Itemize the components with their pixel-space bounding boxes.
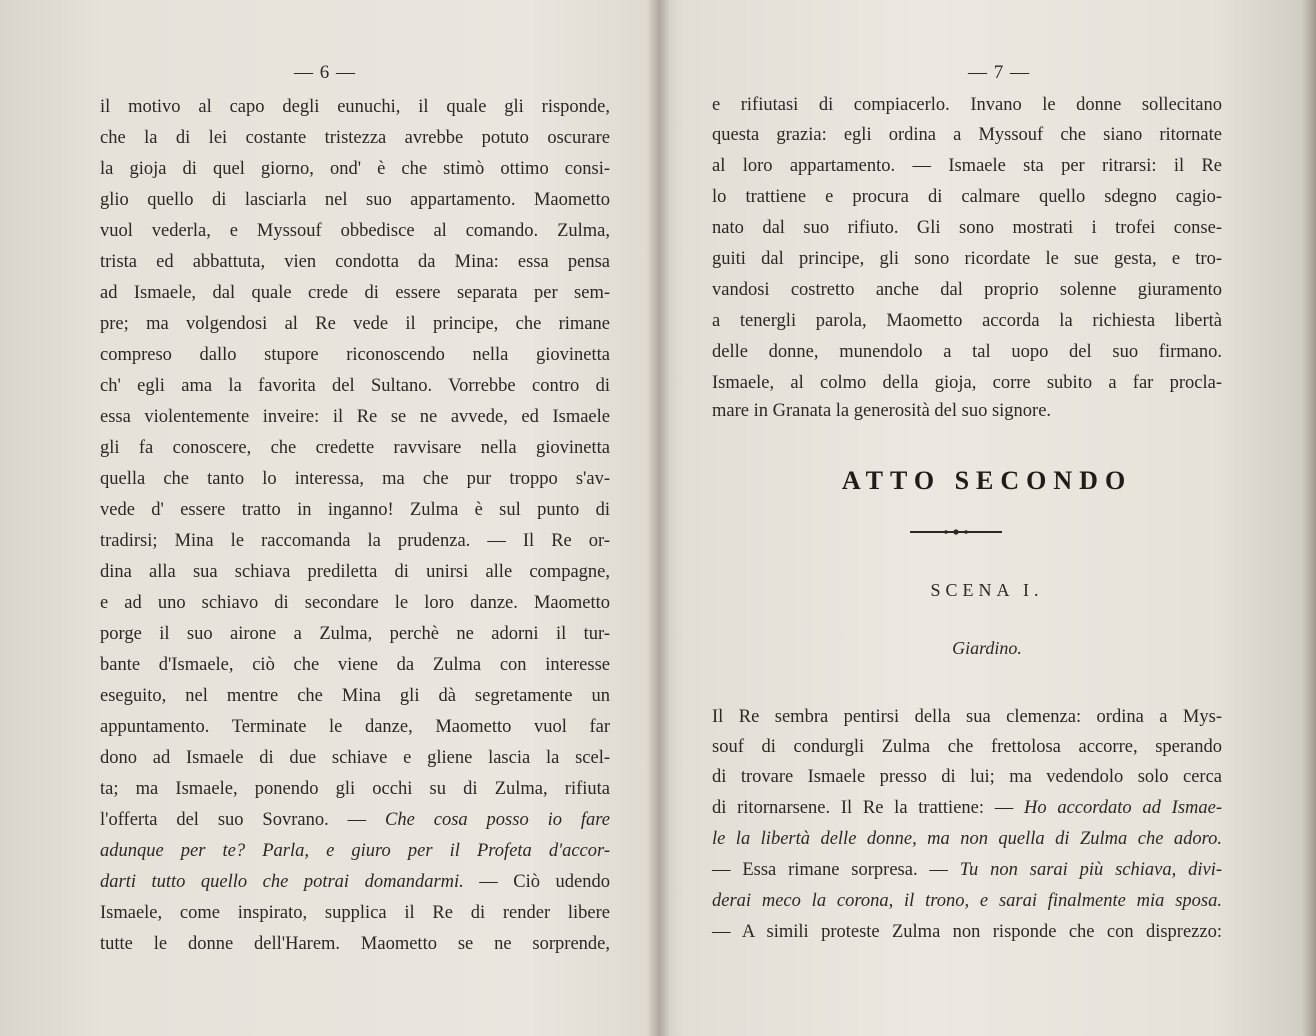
text-roman: l'offerta del suo Sovrano. — (100, 810, 386, 830)
text-line (712, 795, 1222, 821)
text-italic: Tu non sarai più schiava, divi- (959, 860, 1222, 880)
text-line: vuol vederla, e Myssouf obbedisce al comando. Zulma, (100, 221, 610, 241)
text-line: trista ed abbattuta, vien condotta da Mina: essa pensa (100, 252, 610, 272)
ornament-rule (910, 529, 1002, 535)
text-line: e ad uno schiavo di secondare le loro danze. Maometto (100, 593, 610, 613)
text-line (712, 888, 1222, 914)
text-line: la gioja di quel giorno, ond' è che stimò ottimo consi- (100, 159, 610, 179)
text-line: delle donne, munendolo a tal uopo del suo firmano. (712, 342, 1222, 362)
text-line: questa grazia: egli ordina a Myssouf che siano ritornate (712, 125, 1222, 145)
text-italic: derai meco la corona, il trono, e sarai finalmente mia sposa. (712, 891, 1222, 911)
text-line (100, 869, 610, 895)
text-line: Il Re sembra pentirsi della sua clemenza: ordina a Mys- (712, 707, 1222, 727)
text-line: eseguito, nel mentre che Mina gli dà segretamente un (100, 686, 610, 706)
text-line: vandosi costretto anche dal proprio solenne giuramento (712, 280, 1222, 300)
text-line: essa violentemente inveire: il Re se ne avvede, ed Ismaele (100, 407, 610, 427)
text-line: di trovare Ismaele presso di lui; ma vedendolo solo cerca (712, 767, 1222, 787)
right-page (658, 0, 1316, 1036)
page-edge-shadow (1302, 0, 1316, 1036)
text-roman: di ritornarsene. Il Re la trattiene: — (712, 798, 1024, 818)
text-line: tradirsi; Mina le raccomanda la prudenza. — Il Re or- (100, 531, 610, 551)
text-line (712, 857, 1222, 883)
text-line (712, 826, 1222, 852)
text-line: quella che tanto lo interessa, ma che pur troppo s'av- (100, 469, 610, 489)
text-line: appuntamento. Terminate le danze, Maometto vuol far (100, 717, 610, 737)
text-line: souf di condurgli Zulma che frettolosa accorre, sperando (712, 737, 1222, 757)
text-line: mare in Granata la generosità del suo signore. (712, 401, 1052, 421)
text-line: bante d'Ismaele, ciò che viene da Zulma con interesse (100, 655, 610, 675)
text-line: ad Ismaele, dal quale crede di essere separata per sem- (100, 283, 610, 303)
page-number: — 6 — (294, 62, 356, 83)
act-heading: ATTO SECONDO (841, 466, 1133, 495)
text-line: Ismaele, al colmo della gioja, corre subito a far procla- (712, 373, 1222, 393)
text-line: al loro appartamento. — Ismaele sta per ritrarsi: il Re (712, 156, 1222, 176)
text-line: glio quello di lasciarla nel suo appartamento. Maometto (100, 190, 610, 210)
text-italic: Che cosa posso io fare (385, 810, 610, 830)
text-line: guiti dal principe, gli sono ricordate le sue gesta, e tro- (712, 249, 1222, 269)
scene-heading: SCENA I. (930, 580, 1044, 600)
text-line (100, 807, 610, 833)
text-line: nato dal suo rifiuto. Gli sono mostrati i trofei conse- (712, 218, 1222, 238)
text-line: tutte le donne dell'Harem. Maometto se ne sorprende, (100, 934, 610, 954)
text-line: dina alla sua schiava prediletta di unirsi alle compagne, (100, 562, 610, 582)
text-line: gli fa conoscere, che credette ravvisare nella giovinetta (100, 438, 610, 458)
text-roman: — Essa rimane sorpresa. — (712, 860, 960, 880)
text-italic: darti tutto quello che potrai domandarmi. (100, 872, 464, 892)
scene-setting: Giardino. (952, 638, 1022, 658)
text-line: pre; ma volgendosi al Re vede il principe, che rimane (100, 314, 610, 334)
text-line: e rifiutasi di compiacerlo. Invano le donne sollecitano (712, 95, 1222, 115)
text-line (100, 838, 610, 864)
text-line: lo trattiene e procura di calmare quello sdegno cagio- (712, 187, 1222, 207)
text-line: a tenergli parola, Maometto accorda la richiesta libertà (712, 311, 1222, 331)
text-italic: adunque per te? Parla, e giuro per il Profeta d'accor- (100, 841, 610, 861)
text-line: vede d' essere tratto in inganno! Zulma è sul punto di (100, 500, 610, 520)
text-line: — A simili proteste Zulma non risponde che con disprezzo: (712, 922, 1222, 942)
text-line: Ismaele, come inspirato, supplica il Re di render libere (100, 903, 610, 923)
text-italic: Ho accordato ad Ismae- (1024, 798, 1222, 818)
text-italic: le la libertà delle donne, ma non quella di Zulma che adoro. (712, 829, 1222, 849)
text-line: il motivo al capo degli eunuchi, il quale gli risponde, (100, 97, 610, 117)
text-line: ta; ma Ismaele, ponendo gli occhi su di Zulma, rifiuta (100, 779, 610, 799)
text-line: porge il suo airone a Zulma, perchè ne adorni il tur- (100, 624, 610, 644)
text-line: compreso dallo stupore riconoscendo nella giovinetta (100, 345, 610, 365)
text-roman: — Ciò udendo (463, 872, 610, 892)
text-line: dono ad Ismaele di due schiave e gliene lascia la scel- (100, 748, 610, 768)
text-line: che la di lei costante tristezza avrebbe potuto oscurare (100, 128, 610, 148)
page-number: — 7 — (968, 62, 1030, 83)
text-line: ch' egli ama la favorita del Sultano. Vorrebbe contro di (100, 376, 610, 396)
